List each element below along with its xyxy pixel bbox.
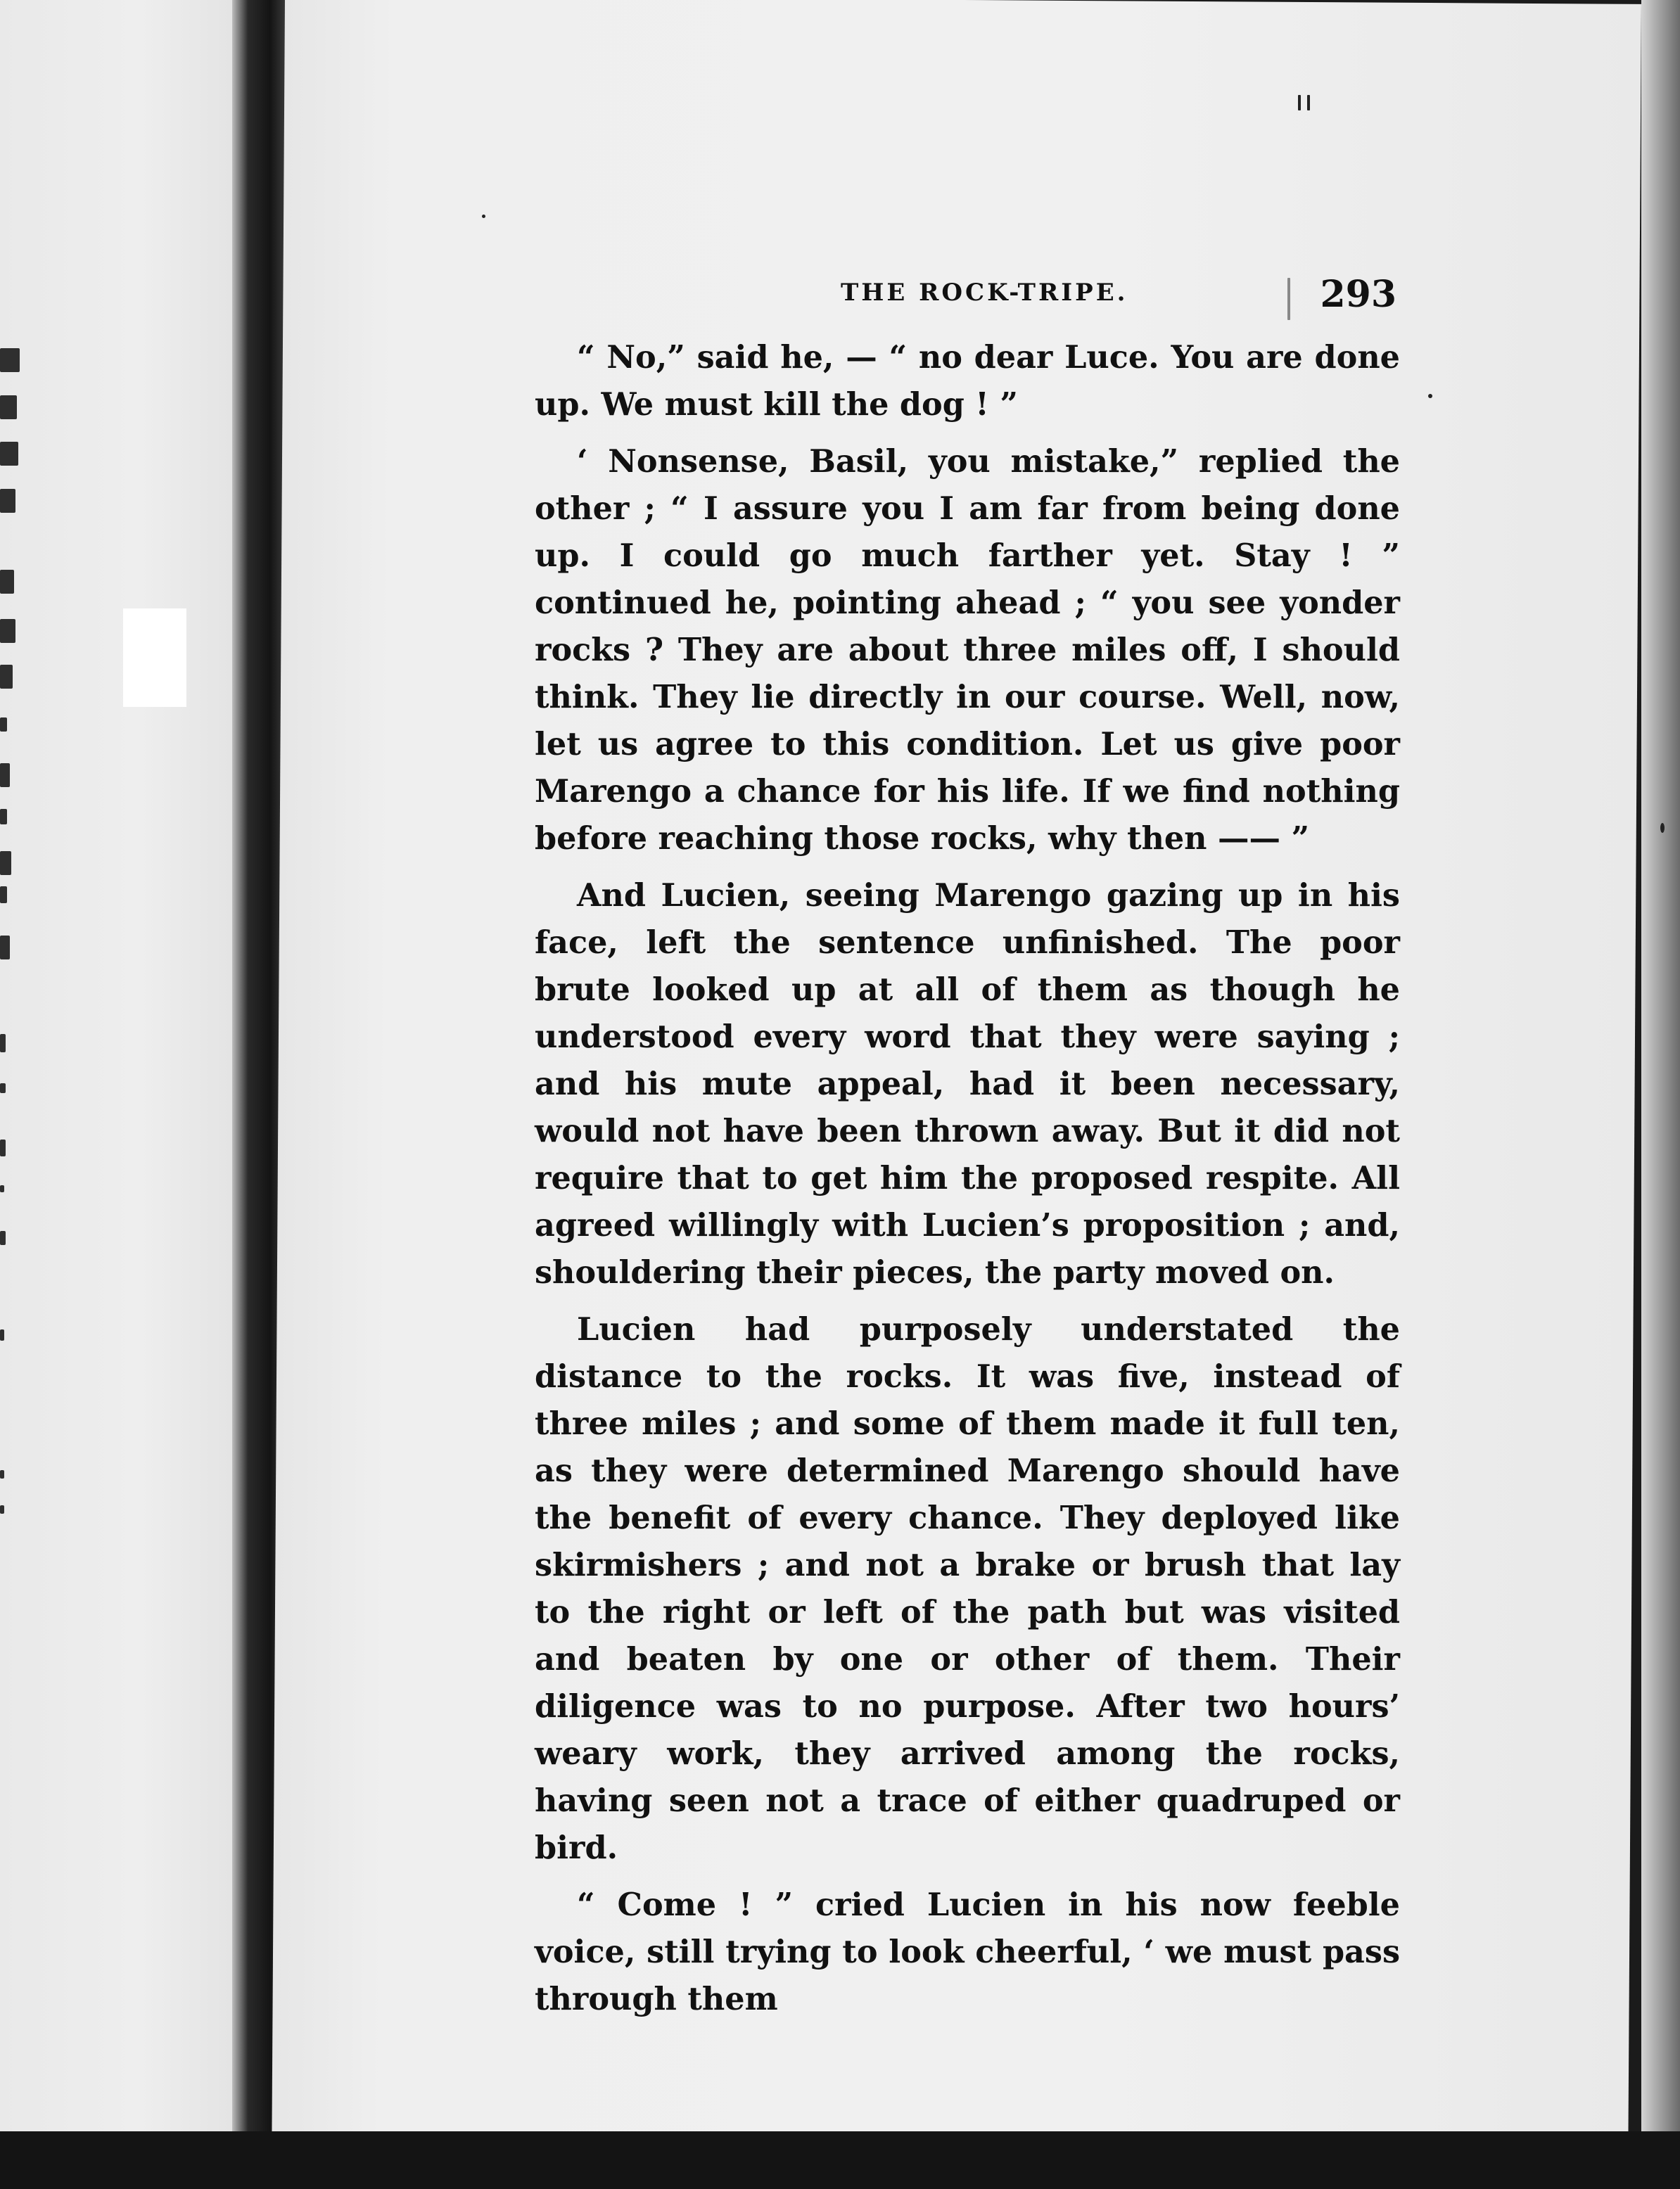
ink-fragment [0, 1505, 4, 1514]
running-head [545, 273, 1396, 322]
page-number: 293 [1320, 273, 1396, 316]
dust-speck [1428, 394, 1432, 398]
ink-fragment [0, 395, 17, 419]
paper-glare [123, 608, 186, 707]
ink-fragment [0, 570, 14, 594]
ink-fragment [0, 1470, 4, 1479]
paragraph: Lucien had purposely understated the distance to the rocks. It was five, instead of three miles ; and some of them made it full ten, as they were determined Marengo should have the benefit of every chance. They deployed like skirmishers ; and not a brake or brush that lay to the right or left of the path but was visited and beaten by one or other of them. Their diligence was to no purpose. After two hours’ weary work, they arrived among the rocks, having seen not a trace of either quadruped or bird. [535, 1311, 1400, 1866]
ink-fragment [0, 936, 10, 959]
ink-fragment [0, 1140, 6, 1156]
ink-fragment [0, 1083, 6, 1093]
ink-fragment [0, 763, 10, 787]
ink-fragment [0, 489, 15, 513]
ink-fragment [0, 619, 15, 643]
ink-fragment [0, 1231, 6, 1245]
paragraph: “ Come ! ” cried Lucien in his now feeble voice, still trying to look cheerful, ‘ we must pass through them [535, 1887, 1400, 2017]
dust-speck [1298, 95, 1301, 110]
ink-fragment [0, 886, 7, 903]
ink-fragment [0, 442, 18, 466]
dust-speck [1307, 95, 1310, 110]
ink-fragment [0, 348, 20, 372]
ink-fragment [0, 809, 7, 824]
ink-fragment [0, 665, 13, 689]
paragraph: And Lucien, seeing Marengo gazing up in his face, left the sentence unfinished. The poor brute looked up at all of them as though he understood every word that they were saying ; and his mute appeal, had it been necessary, would not have been thrown away. But it did not require that to get him the proposed respite. All agreed willingly with Lucien’s proposition ; and, shouldering their pieces, the party moved on. [535, 877, 1400, 1291]
paragraph: ‘ Nonsense, Basil, you mistake,” replied the other ; “ I assure you I am far from being done up. I could go much farther yet. Stay ! ” continued he, pointing ahead ; “ you see yonder rocks ? They are about three miles off, I should think. They lie directly in our course. Well, now, let us agree to this condition. Let us give poor Marengo a chance for his life. If we find nothing before reaching those rocks, why then —— ” [535, 443, 1400, 857]
dust-speck [1287, 278, 1290, 320]
ink-fragment [0, 1329, 4, 1341]
ink-fragment [0, 717, 7, 732]
ink-fragment [0, 1034, 6, 1052]
dust-speck [482, 215, 485, 218]
ink-fragment [0, 851, 11, 875]
page-bottom-edge [0, 2131, 1680, 2189]
paragraph: “ No,” said he, — “ no dear Luce. You are done up. We must kill the dog ! ” [535, 339, 1400, 423]
dust-speck [1660, 823, 1665, 833]
page-right-edge [1641, 0, 1680, 2189]
ink-fragment [0, 1185, 4, 1192]
page-body-text [535, 334, 1400, 2023]
running-title: THE ROCK-TRIPE. [841, 279, 1128, 307]
facing-page-edge [0, 0, 232, 2138]
